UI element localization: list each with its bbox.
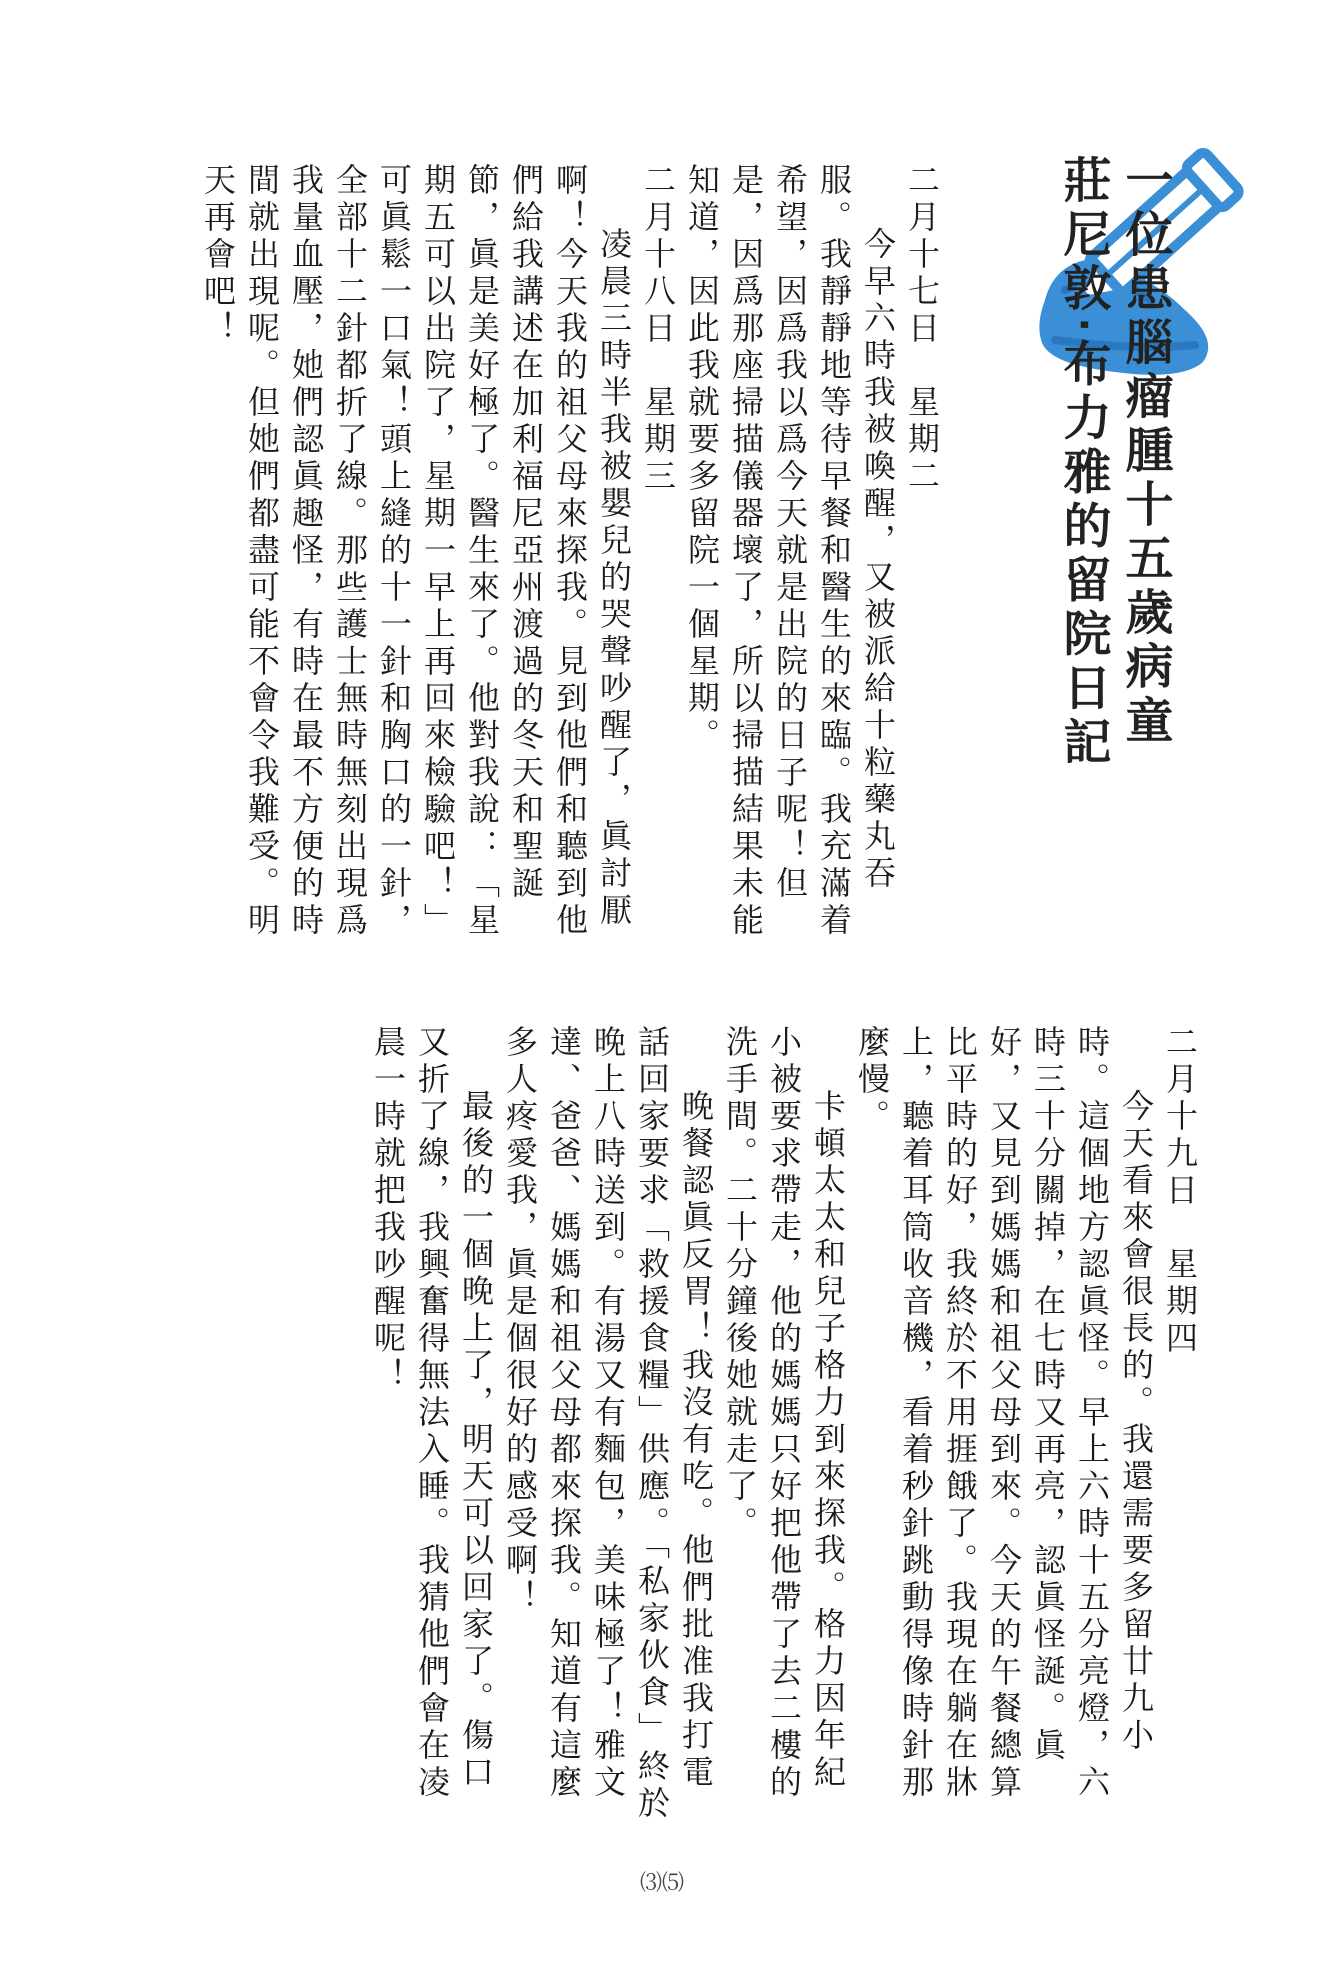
diary-section-top — [196, 163, 944, 963]
entry-paragraph: 晚餐認眞反胃！我沒有吃。他們批准我打電話回家要求「救援食糧」供應。「私家伙食」終於晚上八時送到。有湯又有麵包，美味極了！雅文達、爸爸、媽媽和祖父母都來探我。知道有這麼多人疼愛我，眞是個很好的感受啊！ — [501, 1025, 715, 1823]
entry-paragraph: 今早六時我被喚醒，又被派給十粒藥丸吞服。我靜靜地等待早餐和醫生的來臨。我充滿着希望，因爲我以爲今天就是出院的日子呢！但是，因爲那座掃描儀器壞了，所以掃描結果未能知道，因此我就要多留院一個星期。 — [683, 163, 897, 940]
entry-date: 二月十八日 星期三 — [639, 163, 677, 496]
entry-paragraph: 今天看來會很長的。我還需要多留廿九小時。這個地方認眞怪。早上六時十五分亮燈，六時三十分關掉，在七時又再亮，認眞怪誕。眞好，又見到媽媽和祖父母到來。今天的午餐總算比平時的好，我終於不用捱餓了。我現在躺在牀上，聽着耳筒收音機，看着秒針跳動得像時針那麼慢。 — [853, 1025, 1155, 1802]
entry-paragraph: 凌晨三時半我被嬰兒的哭聲吵醒了，眞討厭啊！今天我的祖父母來探我。見到他們和聽到他們給我講述在加利福尼亞州渡過的冬天和聖誕節，眞是美好極了。醫生來了。他對我說：「星期五可以出院了，星期一早上再回來檢驗吧！」可眞鬆一口氣！頭上縫的十一針和胸口的一針，全部十二針都折了線。那些護士無時無刻出現爲我量血壓，她們認眞趣怪，有時在最不方便的時間就出現呢。但她們都盡可能不會令我難受。明天再會吧！ — [199, 163, 633, 940]
title-line-1: 一位患腦瘤腫十五歲病童 — [1117, 155, 1173, 749]
entry-paragraph: 卡頓太太和兒子格力到來探我。格力因年紀小被要求帶走，他的媽媽只好把他帶了去二樓的洗手間。二十分鐘後她就走了。 — [721, 1025, 847, 1802]
page-number: ⑶⑸ — [639, 1871, 684, 1896]
entry-date: 二月十九日 星期四 — [1161, 1025, 1199, 1358]
title-line-2: 莊尼敦‧布力雅的留院日記 — [1055, 155, 1111, 771]
article-title — [1052, 155, 1176, 985]
diary-section-bottom — [366, 1025, 1202, 1825]
entry-date: 二月十七日 星期二 — [903, 163, 941, 496]
entry-paragraph: 最後的一個晚上了，明天可以回家了。傷口又折了線，我興奮得無法入睡。我猜他們會在凌晨一時就把我吵醒呢！ — [369, 1025, 495, 1802]
